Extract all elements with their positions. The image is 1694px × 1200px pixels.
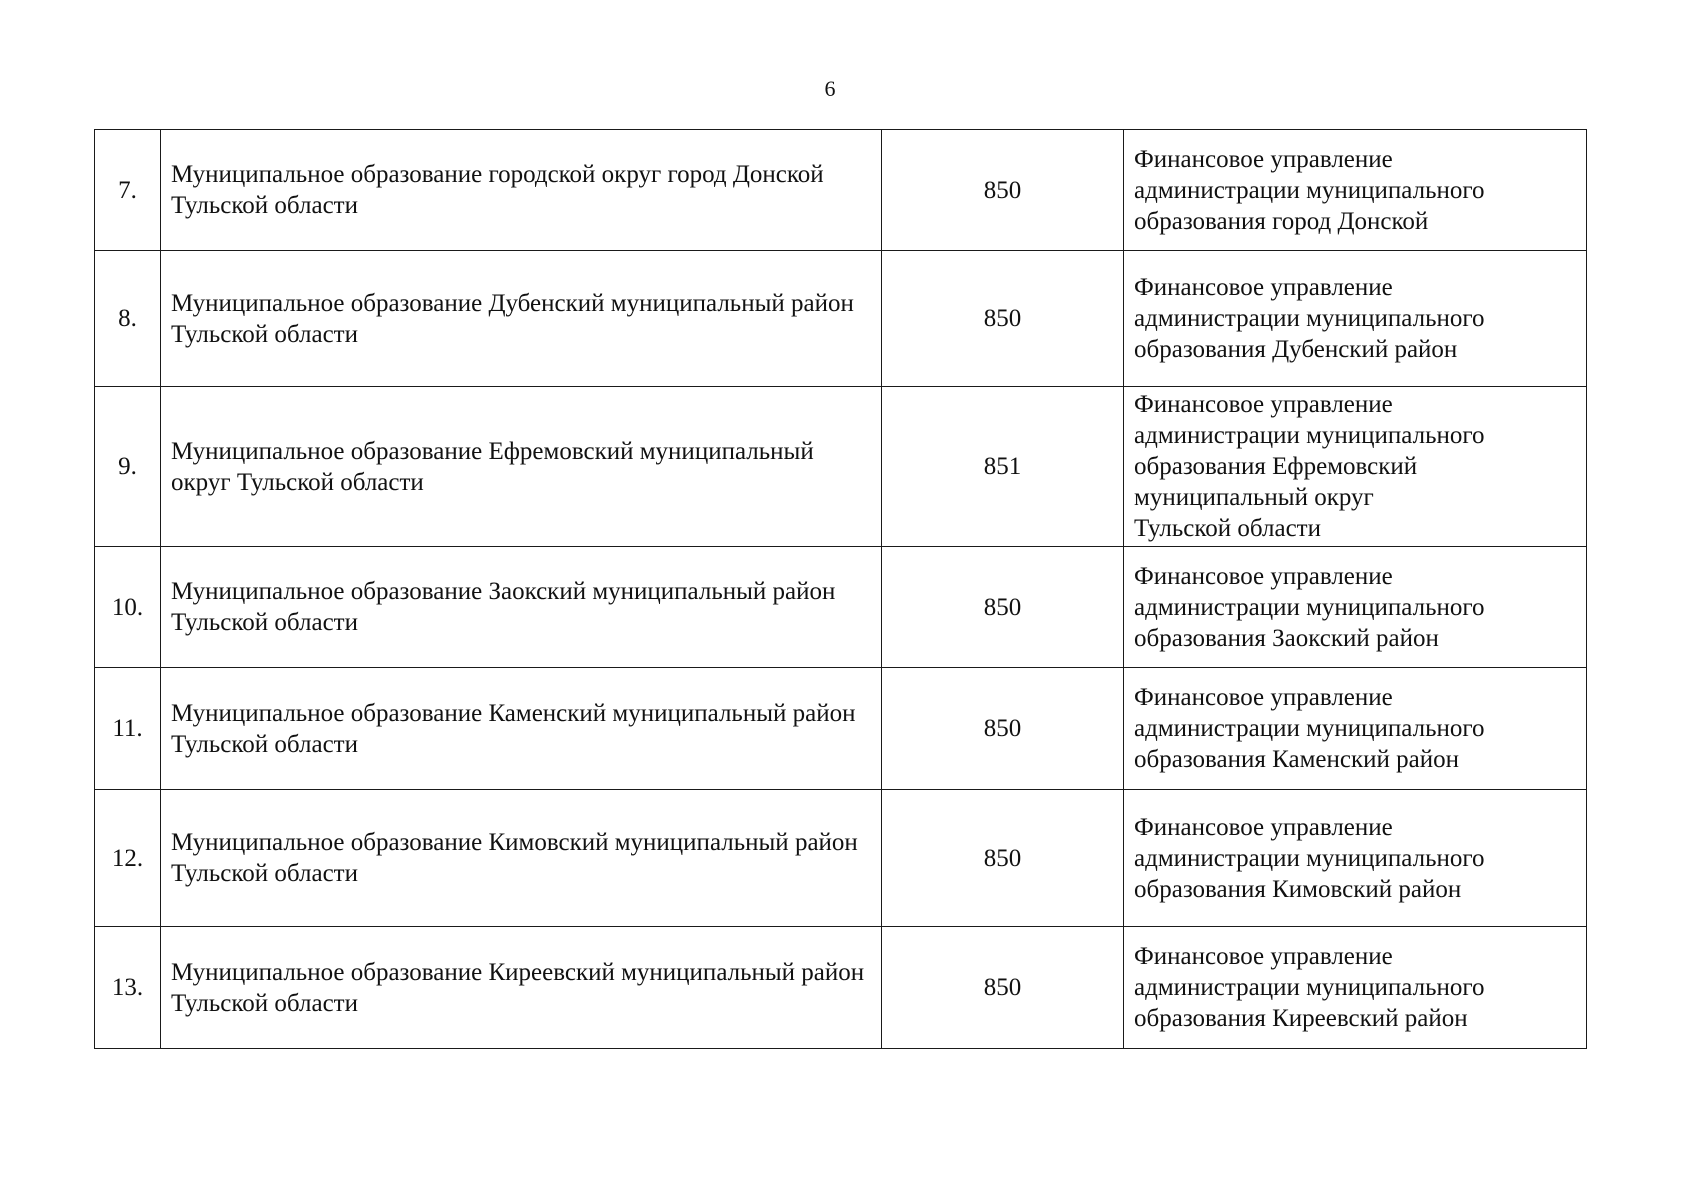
- budget-code: 850: [882, 251, 1124, 387]
- financial-authority-line: Финансовое управление: [1134, 684, 1393, 711]
- municipality-name: Муниципальное образование Кимовский муниципальный район Тульской области: [161, 790, 882, 927]
- financial-authority-line: Финансовое управление: [1134, 145, 1393, 173]
- municipality-name: Муниципальное образование Каменский муниципальный район Тульской области: [161, 668, 882, 790]
- financial-authority-line: муниципальный округ: [1134, 484, 1374, 511]
- budget-code: 850: [882, 927, 1124, 1049]
- municipality-name: Муниципальное образование Ефремовский муниципальный округ Тульской области: [161, 387, 882, 547]
- financial-authority-line: Финансовое управление: [1134, 562, 1393, 590]
- row-number: 11.: [95, 668, 161, 790]
- row-number: 12.: [95, 790, 161, 927]
- financial-authority-line: Финансовое управление: [1134, 274, 1393, 301]
- financial-authority-line: администрации муниципального: [1134, 305, 1485, 332]
- financial-authority-line: образования Каменский район: [1134, 746, 1459, 773]
- page-number: 6: [824, 76, 836, 101]
- financial-authority-line: администрации муниципального: [1134, 422, 1485, 449]
- financial-authority: [1124, 927, 1587, 1049]
- row-number: 7.: [95, 130, 161, 251]
- budget-code: 850: [882, 130, 1124, 251]
- table-row: [95, 547, 1587, 668]
- budget-code: 850: [882, 547, 1124, 668]
- financial-authority-line: образования город Донской: [1134, 207, 1429, 235]
- financial-authority-line: администрации муниципального: [1134, 176, 1485, 204]
- municipality-name: Муниципальное образование Дубенский муниципальный район Тульской области: [161, 251, 882, 387]
- financial-authority-line: образования Заокский район: [1134, 624, 1439, 652]
- municipality-name: Муниципальное образование Заокский муниципальный район Тульской области: [161, 547, 882, 668]
- financial-authority: [1124, 668, 1587, 790]
- financial-authority: [1124, 251, 1587, 387]
- financial-authority-line: образования Ефремовский: [1134, 453, 1418, 480]
- financial-authority: [1124, 130, 1587, 251]
- financial-authority-line: администрации муниципального: [1134, 715, 1485, 742]
- financial-authority-line: Тульской области: [1134, 515, 1321, 542]
- municipality-name: Муниципальное образование Киреевский муниципальный район Тульской области: [161, 927, 882, 1049]
- budget-code: 851: [882, 387, 1124, 547]
- municipality-name: Муниципальное образование городской округ город Донской Тульской области: [161, 130, 882, 251]
- financial-authority-line: администрации муниципального: [1134, 844, 1485, 872]
- financial-authority-line: образования Дубенский район: [1134, 336, 1458, 363]
- financial-authority-line: образования Киреевский район: [1134, 1005, 1468, 1032]
- financial-authority-line: администрации муниципального: [1134, 593, 1485, 621]
- row-number: 13.: [95, 927, 161, 1049]
- financial-authority-line: администрации муниципального: [1134, 974, 1485, 1001]
- budget-code: 850: [882, 668, 1124, 790]
- table-row: [95, 927, 1587, 1049]
- table-row: [95, 790, 1587, 927]
- financial-authority-line: образования Кимовский район: [1134, 875, 1462, 903]
- financial-authority: [1124, 547, 1587, 668]
- financial-authority: [1124, 387, 1587, 547]
- registry-table: [94, 129, 1587, 1049]
- budget-code: 850: [882, 790, 1124, 927]
- financial-authority-line: Финансовое управление: [1134, 943, 1393, 970]
- table-row: [95, 387, 1587, 547]
- row-number: 9.: [95, 387, 161, 547]
- financial-authority: [1124, 790, 1587, 927]
- table-row: [95, 668, 1587, 790]
- table-row: [95, 130, 1587, 251]
- row-number: 8.: [95, 251, 161, 387]
- table-row: [95, 251, 1587, 387]
- row-number: 10.: [95, 547, 161, 668]
- financial-authority-line: Финансовое управление: [1134, 391, 1393, 418]
- financial-authority-line: Финансовое управление: [1134, 813, 1393, 841]
